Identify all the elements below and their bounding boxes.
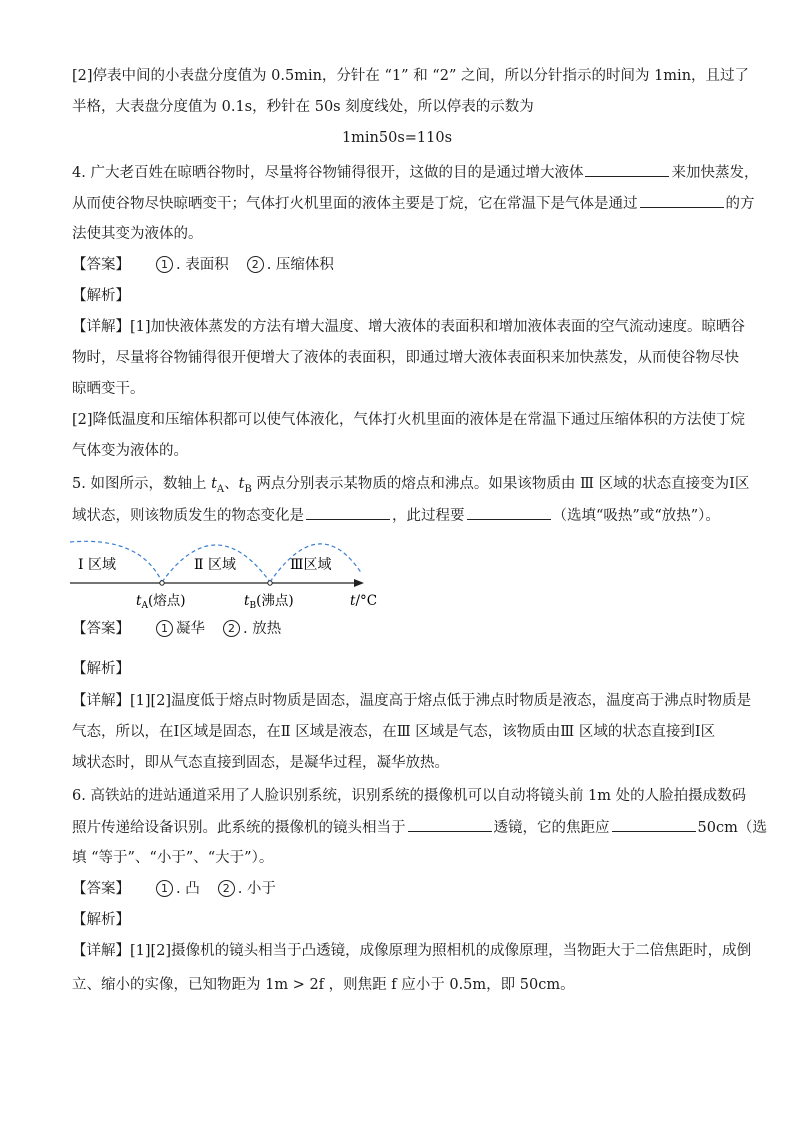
detail-line: 【详解】[1][2]温度低于熔点时物质是固态，温度高于熔点低于沸点时物质是液态，温度高于沸点时物质是 bbox=[72, 693, 752, 709]
circled-number: 1 bbox=[156, 620, 173, 637]
region-1-label: Ⅰ 区域 bbox=[78, 557, 116, 573]
formula-line: 1min50s=110s bbox=[341, 130, 453, 146]
answer-text: . 表面积 bbox=[176, 257, 229, 273]
q4-text: 从而使谷物尽快晾晒变干；气体打火机里面的液体主要是丁烷，它在常温下是气体是通过 bbox=[72, 196, 638, 212]
q4-line-2 bbox=[72, 193, 755, 214]
q6-text: 照片传递给设备识别。此系统的摄像机的镜头相当于 bbox=[72, 820, 406, 836]
text-line: 半格，大表盘分度值为 0.1s，秒针在 50s 刻度线处，所以停表的示数为 bbox=[72, 99, 534, 115]
point-b bbox=[268, 581, 272, 585]
circled-number: 2 bbox=[247, 256, 264, 273]
analysis-tag: 【解析】 bbox=[72, 288, 130, 304]
q5-text: 两点分别表示某物质的熔点和沸点。如果该物质由 Ⅲ 区域的状态直接变为Ⅰ区 bbox=[251, 476, 750, 492]
q4-text: 的方 bbox=[725, 196, 755, 212]
point-b-label: $t_B$(沸点) bbox=[244, 593, 294, 611]
detail-line: 气体变为液体的。 bbox=[72, 443, 188, 459]
region-3-label: Ⅲ区域 bbox=[290, 557, 332, 573]
answer-tag: 【答案】 bbox=[72, 621, 130, 637]
answer-text: . 压缩体积 bbox=[266, 257, 334, 273]
circled-number: 1 bbox=[156, 256, 173, 273]
answer-blank bbox=[408, 817, 492, 832]
symbol-t: t bbox=[238, 476, 245, 492]
region-2-label: Ⅱ 区域 bbox=[194, 557, 236, 573]
q5-line-2 bbox=[72, 505, 720, 526]
q4-line-3: 法使其变为液体的。 bbox=[72, 226, 203, 242]
q6-line-2 bbox=[72, 817, 767, 838]
q5-line-1 bbox=[72, 474, 749, 500]
q5-answer bbox=[72, 619, 281, 639]
q5-text: （选填“吸热”或“放热”）。 bbox=[552, 508, 720, 524]
answer-tag: 【答案】 bbox=[72, 881, 130, 897]
detail-line: 物时，尽量将谷物铺得很开便增大了液体的表面积，即通过增大液体表面积来加快蒸发，从而使谷物尽快 bbox=[72, 350, 739, 366]
analysis-tag: 【解析】 bbox=[72, 661, 130, 677]
q4-text: 来加快蒸发， bbox=[671, 165, 759, 181]
answer-blank bbox=[612, 817, 696, 832]
answer-text: . 凸 bbox=[176, 881, 200, 897]
answer-text: . 放热 bbox=[243, 621, 282, 637]
phase-diagram bbox=[70, 534, 390, 614]
detail-line: 气态，所以，在Ⅰ区域是固态，在Ⅱ 区域是液态，在Ⅲ 区域是气态，该物质由Ⅲ 区域的状态直接到Ⅰ区 bbox=[72, 724, 716, 740]
text-line: [2]停表中间的小表盘分度值为 0.5min，分针在 “1” 和 “2” 之间，所以分针指示的时间为 1min，且过了 bbox=[72, 68, 750, 84]
analysis-tag: 【解析】 bbox=[72, 912, 130, 928]
detail-line: 【详解】[1]加快液体蒸发的方法有增大温度、增大液体的表面积和增加液体表面的空气流动速度。晾晒谷 bbox=[72, 319, 746, 335]
q5-text: 5. 如图所示，数轴上 bbox=[72, 476, 212, 492]
answer-tag: 【答案】 bbox=[72, 257, 130, 273]
detail-line: 晾晒变干。 bbox=[72, 381, 145, 397]
q6-line-1: 6. 高铁站的进站通道采用了人脸识别系统，识别系统的摄像机可以自动将镜头前 1m 处的人脸拍摄成数码 bbox=[72, 788, 747, 804]
q4-text: 4. 广大老百姓在晾晒谷物时，尽量将谷物铺得很开，这做的目的是通过增大液体 bbox=[72, 165, 584, 181]
circled-number: 1 bbox=[156, 880, 173, 897]
answer-blank bbox=[467, 505, 551, 520]
point-a-label: $t_A$(熔点) bbox=[136, 593, 186, 611]
q6-text: 50cm（选 bbox=[697, 820, 767, 836]
answer-text: 凝华 bbox=[176, 621, 205, 637]
q6-answer bbox=[72, 879, 276, 899]
answer-blank bbox=[585, 162, 669, 177]
q5-text: ，此过程要 bbox=[392, 508, 465, 524]
axis-arrow-icon bbox=[354, 579, 364, 587]
answer-blank bbox=[640, 193, 724, 208]
point-a bbox=[160, 581, 164, 585]
q4-answer bbox=[72, 255, 334, 275]
detail-line: 域状态时，即从气态直接到固态，是凝华过程，凝华放热。 bbox=[72, 755, 449, 771]
axis-label: t/°C bbox=[350, 593, 378, 609]
q5-text: 、 bbox=[224, 476, 239, 492]
circled-number: 2 bbox=[223, 620, 240, 637]
detail-line: [2]降低温度和压缩体积都可以使气体液化，气体打火机里面的液体是在常温下通过压缩体积的方法使丁烷 bbox=[72, 412, 746, 428]
detail-line: 【详解】[1][2]摄像机的镜头相当于凸透镜，成像原理为照相机的成像原理，当物距大于二倍焦距时，成倒 bbox=[72, 943, 752, 959]
answer-blank bbox=[306, 505, 390, 520]
q6-line-3: 填 “等于”、“小于”、“大于”）。 bbox=[72, 850, 274, 866]
circled-number: 2 bbox=[218, 880, 235, 897]
q5-text: 域状态，则该物质发生的物态变化是 bbox=[72, 508, 304, 524]
detail-line: 立、缩小的实像，已知物距为 1m > 2f ，则焦距 f 应小于 0.5m，即 50cm。 bbox=[72, 977, 575, 993]
q6-text: 透镜，它的焦距应 bbox=[493, 820, 610, 836]
subscript: B bbox=[244, 483, 252, 495]
q4-line-1 bbox=[72, 162, 758, 183]
subscript: A bbox=[216, 483, 225, 495]
symbol-t: t bbox=[211, 476, 217, 492]
answer-text: . 小于 bbox=[237, 881, 276, 897]
